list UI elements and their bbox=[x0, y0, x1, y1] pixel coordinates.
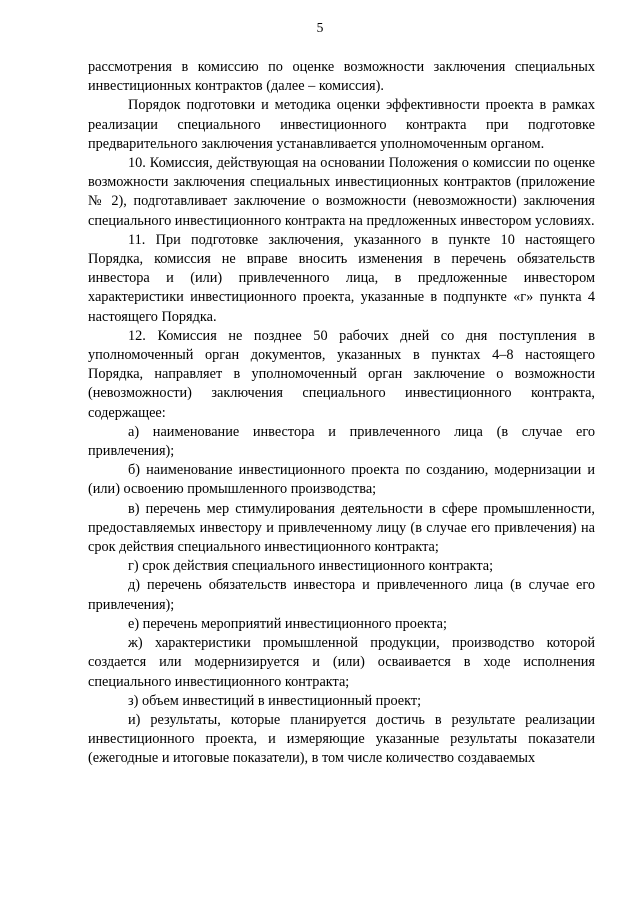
page-number: 5 bbox=[316, 20, 324, 35]
paragraph: а) наименование инвестора и привлеченного лица (в случае его привлечения); bbox=[88, 423, 595, 460]
document-body bbox=[88, 58, 595, 769]
paragraph: в) перечень мер стимулирования деятельности в сфере промышленности, предоставляемых инвестору и привлеченному лицу (в случае его привлечения) на срок действия специального инвестиционного контракта; bbox=[88, 500, 595, 556]
paragraph: Порядок подготовки и методика оценки эффективности проекта в рамках реализации специального инвестиционного контракта при подготовке предварительного заключения устанавливается уполномоченным органом. bbox=[88, 97, 595, 152]
paragraph: з) объем инвестиций в инвестиционный проект; bbox=[128, 692, 422, 709]
paragraph: б) наименование инвестиционного проекта по созданию, модернизации и (или) освоению промышленного производства; bbox=[88, 462, 595, 498]
paragraph: д) перечень обязательств инвестора и привлеченного лица (в случае его привлечения); bbox=[88, 577, 595, 613]
paragraph: 10. Комиссия, действующая на основании Положения о комиссии по оценке возможности заключения специальных инвестиционных контрактов (приложение № 2), подготавливает заключение о возможности (невозможности) заключения специального инвестиционного контракта на предложенных инвестором условиях. bbox=[88, 155, 595, 229]
paragraph: и) результаты, которые планируется достичь в результате реализации инвестиционного проекта, и измеряющие указанные результаты показатели (ежегодные и итоговые показатели), в том числе количество создаваемых bbox=[88, 711, 595, 767]
paragraph: е) перечень мероприятий инвестиционного проекта; bbox=[128, 615, 447, 632]
paragraph: 12. Комиссия не позднее 50 рабочих дней со дня поступления в уполномоченный орган документов, указанных в пунктах 4–8 настоящего Порядка, направляет в уполномоченный орган заключение о возможности (невозможности) заключения специального инвестиционного контракта, содержащее: bbox=[88, 327, 595, 421]
paragraph: рассмотрения в комиссию по оценке возможности заключения специальных инвестиционных контрактов (далее – комиссия). bbox=[88, 59, 595, 95]
paragraph: ж) характеристики промышленной продукции, производство которой создается или модернизируется и (или) осваивается в ходе исполнения специального инвестиционного контракта; bbox=[88, 635, 595, 690]
paragraph: г) срок действия специального инвестиционного контракта; bbox=[128, 558, 494, 575]
paragraph: 11. При подготовке заключения, указанного в пункте 10 настоящего Порядка, комиссия не вправе вносить изменения в перечень обязательств инвестора и (или) привлеченного лица, в предложенные инвестором характеристики инвестиционного проекта, указанные в подпункте «г» пункта 4 настоящего Порядка. bbox=[88, 231, 595, 325]
